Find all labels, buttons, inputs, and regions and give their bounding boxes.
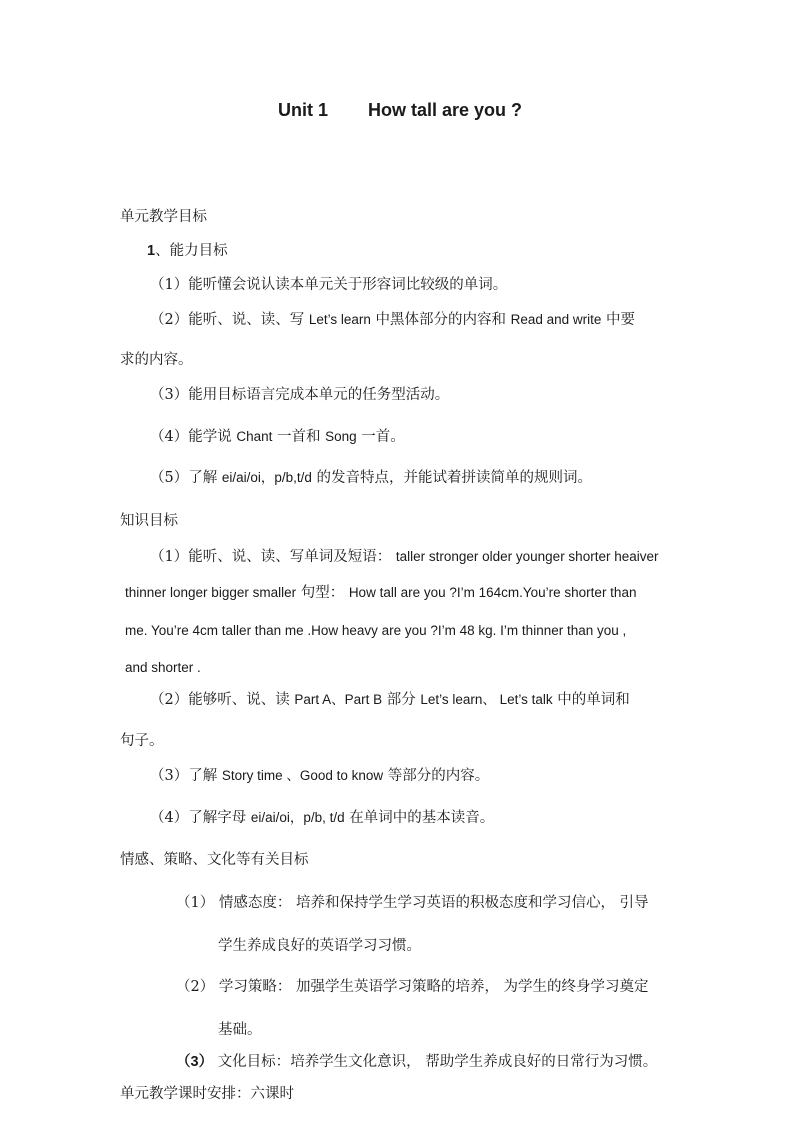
unit-label: Unit 1 <box>277 100 328 120</box>
ability-item-2-cont: 求的内容。 <box>120 352 193 368</box>
unit-name: How tall are you ? <box>367 100 523 120</box>
affect-heading: 情感、策略、文化等有关目标 <box>120 852 309 868</box>
knowledge-item-4: （4）了解字母 ei/ai/oi，p/b, t/d 在单词中的基本读音。 <box>150 810 495 826</box>
ability-item-2: （2）能听、说、读、写 Let’s learn 中黑体部分的内容和 Read and write 中要 <box>150 312 636 328</box>
knowledge-item-1-line-2: thinner longer bigger smaller 句型： How tall are you ?I’m 164cm.You’re shorter than <box>125 585 637 601</box>
knowledge-item-3: （3）了解 Story time 、Good to know 等部分的内容。 <box>150 768 490 784</box>
ability-label: 、能力目标 <box>155 243 228 259</box>
goals-heading: 单元教学目标 <box>120 209 207 225</box>
knowledge-item-1-line-3: me. You’re 4cm taller than me .How heavy are you ?I’m 48 kg. I’m thinner than you , <box>125 623 627 638</box>
ability-item-1: （1）能听懂会说认读本单元关于形容词比较级的单词。 <box>150 277 508 293</box>
ability-item-3: （3）能用目标语言完成本单元的任务型活动。 <box>150 387 450 403</box>
ability-item-4: （4）能学说 Chant 一首和 Song 一首。 <box>150 429 405 445</box>
affect-item-1-cont: 学生养成良好的英语学习习惯。 <box>218 938 421 954</box>
ability-item-5: （5）了解 ei/ai/oi，p/b,t/d 的发音特点，并能试着拼读简单的规则词。 <box>150 470 593 486</box>
affect-item-1: （1） 情感态度： 培养和保持学生学习英语的积极态度和学习信心， 引导 <box>176 895 649 911</box>
ability-number: 1 <box>147 243 156 259</box>
knowledge-item-1: （1）能听、说、读、写单词及短语： taller stronger older younger shorter heaiver <box>150 549 659 565</box>
schedule-line: 单元教学课时安排：六课时 <box>120 1086 294 1102</box>
knowledge-item-1-line-4: and shorter . <box>125 660 201 675</box>
affect-item-2-cont: 基础。 <box>218 1022 262 1038</box>
knowledge-item-2-cont: 句子。 <box>120 733 164 749</box>
knowledge-heading: 知识目标 <box>120 513 178 529</box>
knowledge-item-2: （2）能够听、说、读 Part A、Part B 部分 Let’s learn、 Let’s talk 中的单词和 <box>150 692 630 708</box>
affect-item-2: （2） 学习策略： 加强学生英语学习策略的培养， 为学生的终身学习奠定 <box>176 979 649 995</box>
affect-item-3: （3） 文化目标：培养学生文化意识， 帮助学生养成良好的日常行为习惯。 <box>176 1054 658 1070</box>
ability-heading <box>147 241 228 261</box>
document-title <box>0 100 800 121</box>
